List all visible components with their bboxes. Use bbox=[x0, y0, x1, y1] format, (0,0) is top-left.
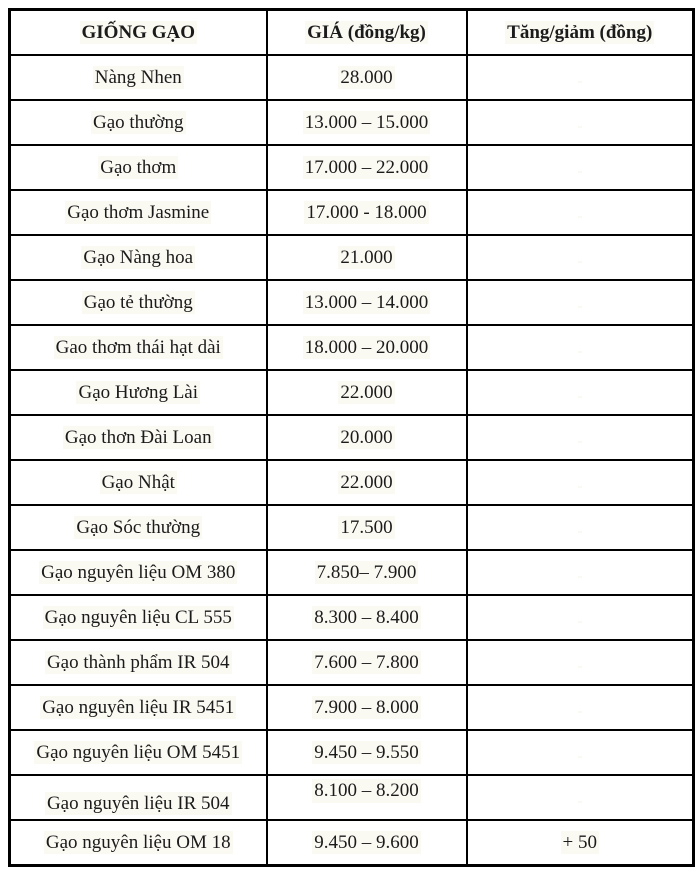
price-text: 13.000 – 15.000 bbox=[304, 111, 429, 133]
cell-price bbox=[267, 685, 467, 730]
cell-change bbox=[467, 55, 694, 100]
variety-text: Gao thơm thái hạt dài bbox=[55, 336, 221, 358]
table-row bbox=[10, 505, 694, 550]
variety-text: Gạo Nàng hoa bbox=[83, 246, 194, 268]
cell-price bbox=[267, 730, 467, 775]
cell-variety bbox=[10, 730, 267, 775]
table-row bbox=[10, 820, 694, 866]
price-text: 17.500 bbox=[340, 516, 393, 538]
change-text bbox=[578, 261, 582, 263]
price-text: 17.000 - 18.000 bbox=[306, 201, 427, 223]
cell-change bbox=[467, 685, 694, 730]
col-header-variety-label: GIỐNG GẠO bbox=[81, 21, 195, 43]
change-text bbox=[578, 441, 582, 443]
table-row bbox=[10, 325, 694, 370]
cell-price bbox=[267, 505, 467, 550]
cell-change bbox=[467, 505, 694, 550]
cell-change bbox=[467, 820, 694, 866]
col-header-price-label: GIÁ (đồng/kg) bbox=[307, 21, 426, 43]
variety-text: Gạo nguyên liệu OM 5451 bbox=[36, 741, 241, 763]
cell-variety bbox=[10, 460, 267, 505]
cell-price bbox=[267, 595, 467, 640]
price-text: 7.850– 7.900 bbox=[316, 561, 417, 583]
price-text: 18.000 – 20.000 bbox=[304, 336, 429, 358]
change-text bbox=[578, 81, 582, 83]
col-header-change-label: Tăng/giảm (đồng) bbox=[507, 21, 653, 43]
cell-variety bbox=[10, 145, 267, 190]
variety-text: Gạo thành phẩm IR 504 bbox=[46, 651, 230, 673]
price-text: 9.450 – 9.600 bbox=[314, 831, 419, 853]
variety-text: Gạo thơm Jasmine bbox=[67, 201, 210, 223]
cell-variety bbox=[10, 820, 267, 866]
col-header-variety bbox=[10, 10, 267, 56]
price-text: 13.000 – 14.000 bbox=[304, 291, 429, 313]
change-text bbox=[578, 126, 582, 128]
change-text: + 50 bbox=[562, 831, 597, 853]
change-text bbox=[578, 306, 582, 308]
variety-text: Gạo thường bbox=[92, 111, 184, 133]
cell-change bbox=[467, 775, 694, 820]
table-row bbox=[10, 55, 694, 100]
change-text bbox=[578, 216, 582, 218]
variety-text: Gạo nguyên liệu OM 380 bbox=[41, 561, 236, 583]
cell-price bbox=[267, 415, 467, 460]
cell-price bbox=[267, 325, 467, 370]
cell-change bbox=[467, 280, 694, 325]
cell-price bbox=[267, 370, 467, 415]
cell-variety bbox=[10, 325, 267, 370]
variety-text: Gạo nguyên liệu CL 555 bbox=[44, 606, 232, 628]
change-text bbox=[578, 711, 582, 713]
price-text: 7.900 – 8.000 bbox=[314, 696, 419, 718]
cell-change bbox=[467, 100, 694, 145]
header-row bbox=[10, 10, 694, 56]
cell-price bbox=[267, 55, 467, 100]
change-text bbox=[578, 351, 582, 353]
cell-price bbox=[267, 775, 467, 820]
cell-change bbox=[467, 145, 694, 190]
table-row bbox=[10, 595, 694, 640]
price-text: 7.600 – 7.800 bbox=[314, 651, 419, 673]
table-row bbox=[10, 730, 694, 775]
cell-variety bbox=[10, 640, 267, 685]
cell-change bbox=[467, 595, 694, 640]
cell-variety bbox=[10, 775, 267, 820]
price-text: 8.300 – 8.400 bbox=[314, 606, 419, 628]
change-text bbox=[578, 531, 582, 533]
variety-text: Gạo Sóc thường bbox=[76, 516, 201, 538]
cell-change bbox=[467, 640, 694, 685]
cell-variety bbox=[10, 235, 267, 280]
col-header-price bbox=[267, 10, 467, 56]
table-row bbox=[10, 775, 694, 820]
cell-price bbox=[267, 550, 467, 595]
price-text: 28.000 bbox=[340, 66, 393, 88]
cell-change bbox=[467, 325, 694, 370]
table-row bbox=[10, 640, 694, 685]
cell-price bbox=[267, 460, 467, 505]
variety-text: Nàng Nhen bbox=[94, 66, 182, 88]
table-row bbox=[10, 100, 694, 145]
price-text: 22.000 bbox=[340, 471, 393, 493]
table-row bbox=[10, 235, 694, 280]
table-row bbox=[10, 460, 694, 505]
change-text bbox=[578, 396, 582, 398]
variety-text: Gạo Hương Lài bbox=[78, 381, 199, 403]
cell-change bbox=[467, 550, 694, 595]
cell-price bbox=[267, 190, 467, 235]
cell-variety bbox=[10, 190, 267, 235]
price-text: 17.000 – 22.000 bbox=[304, 156, 429, 178]
rice-price-table bbox=[8, 8, 695, 867]
table-row bbox=[10, 145, 694, 190]
variety-text: Gạo thơm bbox=[100, 156, 177, 178]
variety-text: Gạo nguyên liệu OM 18 bbox=[45, 831, 231, 853]
price-text: 22.000 bbox=[340, 381, 393, 403]
table-row bbox=[10, 550, 694, 595]
price-text: 21.000 bbox=[340, 246, 393, 268]
col-header-change bbox=[467, 10, 694, 56]
variety-text: Gạo nguyên liệu IR 5451 bbox=[42, 696, 235, 718]
cell-variety bbox=[10, 370, 267, 415]
cell-change bbox=[467, 730, 694, 775]
change-text bbox=[578, 576, 582, 578]
cell-change bbox=[467, 415, 694, 460]
cell-price bbox=[267, 820, 467, 866]
change-text bbox=[578, 171, 582, 173]
variety-text: Gạo tẻ thường bbox=[83, 291, 193, 313]
cell-price bbox=[267, 100, 467, 145]
table-row bbox=[10, 280, 694, 325]
cell-variety bbox=[10, 550, 267, 595]
cell-change bbox=[467, 370, 694, 415]
cell-variety bbox=[10, 100, 267, 145]
cell-variety bbox=[10, 595, 267, 640]
table-row bbox=[10, 190, 694, 235]
cell-variety bbox=[10, 55, 267, 100]
cell-variety bbox=[10, 505, 267, 550]
page bbox=[0, 8, 700, 878]
cell-price bbox=[267, 640, 467, 685]
variety-text: Gạo Nhật bbox=[101, 471, 175, 493]
cell-variety bbox=[10, 685, 267, 730]
change-text bbox=[578, 756, 582, 758]
price-text: 8.100 – 8.200 bbox=[314, 780, 419, 801]
table-row bbox=[10, 685, 694, 730]
cell-price bbox=[267, 145, 467, 190]
table-row bbox=[10, 415, 694, 460]
variety-text: Gạo thơn Đài Loan bbox=[64, 426, 212, 448]
table-header bbox=[10, 10, 694, 56]
variety-text: Gạo nguyên liệu IR 504 bbox=[46, 792, 230, 814]
cell-change bbox=[467, 190, 694, 235]
cell-variety bbox=[10, 280, 267, 325]
change-text bbox=[578, 486, 582, 488]
table-body bbox=[10, 55, 694, 866]
cell-change bbox=[467, 460, 694, 505]
cell-price bbox=[267, 280, 467, 325]
price-text: 9.450 – 9.550 bbox=[314, 741, 419, 763]
table-row bbox=[10, 370, 694, 415]
price-text: 20.000 bbox=[340, 426, 393, 448]
cell-variety bbox=[10, 415, 267, 460]
change-text bbox=[578, 666, 582, 668]
cell-change bbox=[467, 235, 694, 280]
change-text bbox=[578, 801, 582, 803]
change-text bbox=[578, 621, 582, 623]
cell-price bbox=[267, 235, 467, 280]
